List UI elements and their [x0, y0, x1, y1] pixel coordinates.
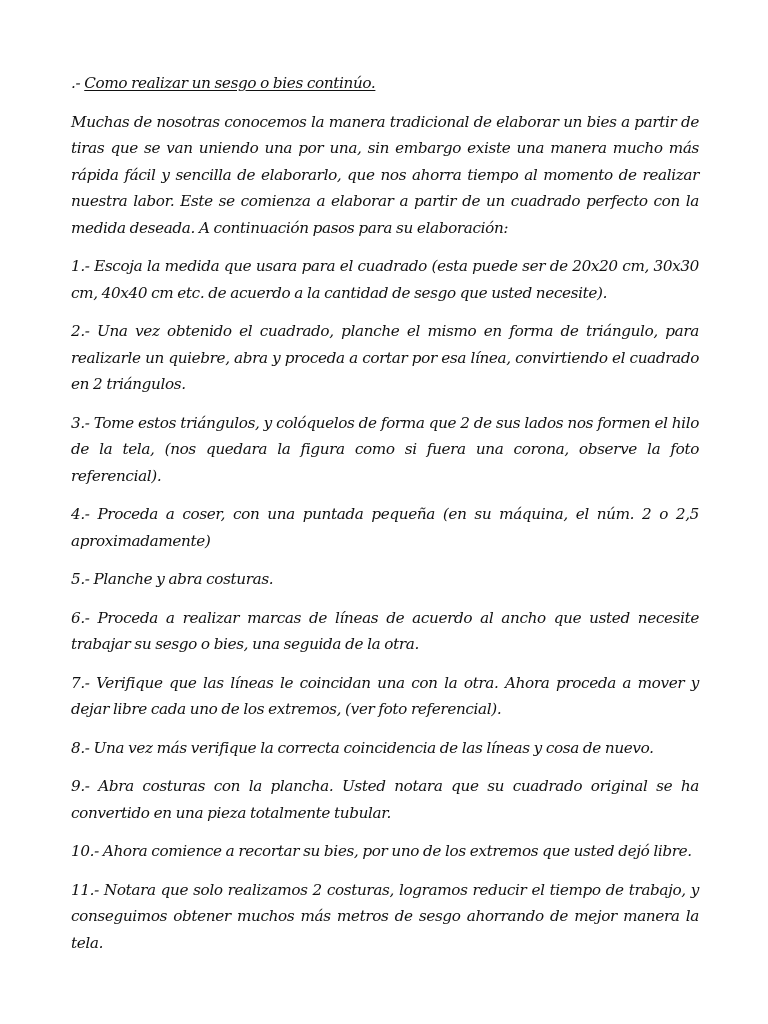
- intro-paragraph: Muchas de nosotras conocemos la manera tradicional de elaborar un bies a partir de tiras que se van uniendo una por una, sin embargo existe una manera mucho más rápida fácil y sencilla de elaborarlo, que nos ahorra tiempo al momento de realizar nuestra labor. Este se comienza a elaborar a partir de un cuadrado perfecto con la medida deseada. A continuación pasos para su elaboración:: [71, 112, 699, 237]
- title-text: Como realizar un sesgo o bies continúo.: [84, 74, 376, 92]
- step-paragraph: 5.- Planche y abra costuras.: [71, 570, 274, 588]
- step-paragraph: 6.- Proceda a realizar marcas de líneas de acuerdo al ancho que usted necesite trabajar su sesgo o bies, una seguida de la otra.: [71, 608, 699, 653]
- step-paragraph: 4.- Proceda a coser, con una puntada pequeña (en su máquina, el núm. 2 o 2,5 aproximadamente): [71, 505, 699, 550]
- title-prefix: .-: [71, 74, 85, 92]
- document-page: [71, 70, 699, 956]
- step-paragraph: 1.- Escoja la medida que usara para el cuadrado (esta puede ser de 20x20 cm, 30x30 cm, 40x40 cm etc. de acuerdo a la cantidad de sesgo que usted necesite).: [71, 257, 699, 302]
- step-paragraph: 11.- Notara que solo realizamos 2 costuras, logramos reducir el tiempo de trabajo, y conseguimos obtener muchos más metros de sesgo ahorrando de mejor manera la tela.: [71, 880, 699, 952]
- step-paragraph: 10.- Ahora comience a recortar su bies, por uno de los extremos que usted dejó libre.: [71, 842, 692, 860]
- step-paragraph: 9.- Abra costuras con la plancha. Usted notara que su cuadrado original se ha convertido en una pieza totalmente tubular.: [71, 777, 699, 822]
- step-paragraph: 2.- Una vez obtenido el cuadrado, planche el mismo en forma de triángulo, para realizarle un quiebre, abra y proceda a cortar por esa línea, convirtiendo el cuadrado en 2 triángulos.: [71, 322, 699, 393]
- step-paragraph: 7.- Verifique que las líneas le coincidan una con la otra. Ahora proceda a mover y dejar libre cada uno de los extremos, (ver foto referencial).: [71, 673, 699, 718]
- document-title: [71, 70, 699, 97]
- step-paragraph: 8.- Una vez más verifique la correcta coincidencia de las líneas y cosa de nuevo.: [71, 738, 654, 757]
- step-paragraph: 3.- Tome estos triángulos, y colóquelos de forma que 2 de sus lados nos formen el hilo de la tela, (nos quedara la figura como si fuera una corona, observe la foto referencial).: [71, 413, 699, 485]
